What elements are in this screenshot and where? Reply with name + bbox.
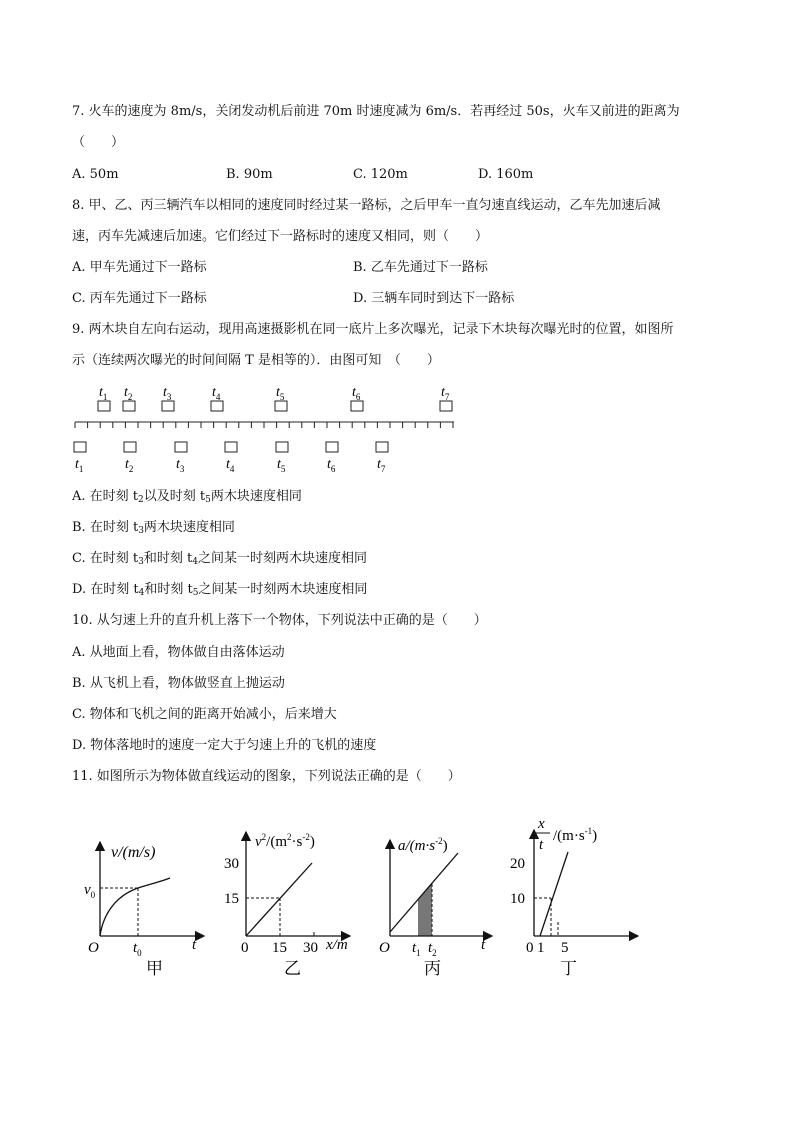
graph-ding-x1: 1 (537, 940, 545, 956)
q9-upper-block (98, 401, 110, 411)
q11-stem: 11. 如图所示为物体做直线运动的图象，下列说法正确的是（ ） (72, 769, 461, 784)
graph-ding-x0: 0 (526, 940, 534, 956)
q10-option-a[interactable]: A. 从地面上看，物体做自由落体运动 (72, 645, 285, 660)
graph-yi-y15: 15 (224, 891, 239, 907)
graph-ding-line (540, 852, 568, 936)
graph-ding-x5: 5 (561, 940, 569, 956)
graph-bing-caption: 丙 (424, 959, 441, 978)
graph-ding-y20: 20 (510, 856, 525, 872)
graph-yi-line (246, 863, 312, 936)
graph-jia-v0: $v_0$ (84, 882, 96, 900)
q9-lower-block (124, 442, 136, 452)
q10-stem: 10. 从匀速上升的直升机上落下一个物体，下列说法中正确的是（ ） (72, 613, 487, 628)
graph-yi-caption: 乙 (284, 959, 301, 978)
graph-ding-frac-num: x (538, 816, 545, 832)
graph-bing-t2: $t_2$ (428, 940, 437, 958)
q7-option-b[interactable]: B. 90m (226, 167, 273, 182)
graph-yi-ylabel: $v^2/(m^2\cdot s^{-2})$ (255, 832, 315, 850)
q9-exposure-figure (66, 380, 466, 480)
q7-option-d[interactable]: D. 160m (478, 167, 534, 182)
q9-upper-block (211, 401, 223, 411)
graph-ding-caption: 丁 (560, 959, 577, 978)
graph-bing-xaxis: t (481, 937, 486, 953)
q9-lower-block (74, 442, 86, 452)
graph-yi-origin: 0 (241, 940, 249, 956)
q11-graphs-figure (0, 810, 794, 1000)
q7-option-a[interactable]: A. 50m (72, 167, 119, 182)
graph-jia-xaxis: t (192, 937, 197, 953)
q9-lower-block (175, 442, 187, 452)
graph-yi-x30: 30 (303, 940, 318, 956)
graph-bing-origin: O (379, 940, 390, 956)
graph-ding-unit: $/(m\cdot s^{-1})$ (553, 826, 598, 844)
q8-option-c[interactable]: C. 丙车先通过下一路标 (72, 291, 207, 306)
graph-bing-ylabel: $a/(m\cdot s^{-2})$ (398, 836, 448, 854)
q9-upper-label: $t_3$ (163, 385, 172, 402)
q9-upper-label: $t_6$ (352, 385, 361, 402)
q10-option-c[interactable]: C. 物体和飞机之间的距离开始减小，后来增大 (72, 707, 337, 722)
graph-jia-origin: O (88, 940, 99, 956)
q8-stem-line2: 速，丙车先减速后加速。它们经过下一路标时的速度又相同，则（ ） (72, 229, 489, 244)
graph-bing-t1: $t_1$ (412, 940, 421, 958)
graph-yi-xaxis: x/m (326, 937, 348, 953)
q8-option-b[interactable]: B. 乙车先通过下一路标 (353, 260, 488, 275)
q9-upper-block (162, 401, 174, 411)
q9-upper-label: $t_1$ (99, 385, 108, 402)
graph-jia-curve (100, 878, 170, 936)
graph-ding (510, 816, 638, 978)
q9-lower-block (276, 442, 288, 452)
q9-lower-label: $t_7$ (377, 457, 386, 474)
q9-option-c[interactable]: C. 在时刻 $t_3$和时刻 $t_4$之间某一时刻两木块速度相同 (72, 551, 367, 567)
graph-yi-y30: 30 (224, 856, 239, 872)
q7-stem-line2: （ ） (72, 135, 125, 150)
q9-option-d[interactable]: D. 在时刻 $t_4$和时刻 $t_5$之间某一时刻两木块速度相同 (72, 582, 368, 598)
q8-stem-line1: 8. 甲、乙、丙三辆汽车以相同的速度同时经过某一路标，之后甲车一直匀速直线运动，乙车先加速后减 (72, 198, 661, 213)
q8-option-a[interactable]: A. 甲车先通过下一路标 (72, 260, 207, 275)
q7-stem-line1: 7. 火车的速度为 8m/s，关闭发动机后前进 70m 时速度减为 6m/s．若再经过 50s，火车又前进的距离为 (72, 104, 680, 119)
q9-stem-line1: 9. 两木块自左向右运动，现用高速摄影机在同一底片上多次曝光，记录下木块每次曝光时的位置，如图所 (72, 322, 674, 337)
graph-yi (224, 832, 350, 978)
q9-upper-label: $t_2$ (124, 385, 133, 402)
q9-upper-label: $t_5$ (276, 385, 285, 402)
q9-upper-label: $t_4$ (212, 385, 221, 402)
graph-bing (379, 836, 492, 978)
q9-upper-block (275, 401, 287, 411)
graph-ding-y10: 10 (510, 891, 525, 907)
q9-lower-label: $t_5$ (277, 457, 286, 474)
q8-option-d[interactable]: D. 三辆车同时到达下一路标 (353, 291, 515, 306)
q9-upper-block (351, 401, 363, 411)
graph-jia (84, 842, 204, 978)
q9-lower-label: $t_4$ (226, 457, 235, 474)
q9-upper-block (123, 401, 135, 411)
graph-jia-t0: $t_0$ (133, 940, 142, 958)
q10-option-b[interactable]: B. 从飞机上看，物体做竖直上抛运动 (72, 676, 285, 691)
graph-jia-ylabel: v/(m/s) (111, 844, 156, 861)
q9-lower-block (326, 442, 338, 452)
q9-stem-line2: 示（连续两次曝光的时间间隔 T 是相等的）．由图可知 （ ） (72, 353, 440, 368)
graph-yi-x15: 15 (272, 940, 287, 956)
q9-lower-label: $t_2$ (125, 457, 134, 474)
q9-option-a[interactable]: A. 在时刻 $t_2$以及时刻 $t_5$两木块速度相同 (72, 489, 302, 505)
q7-option-c[interactable]: C. 120m (353, 167, 408, 182)
q9-lower-block (376, 442, 388, 452)
graph-ding-frac-den: t (539, 837, 544, 853)
q9-upper-label: $t_7$ (441, 385, 450, 402)
q9-lower-label: $t_1$ (75, 457, 84, 474)
q9-option-b[interactable]: B. 在时刻 $t_3$两木块速度相同 (72, 520, 235, 536)
q9-upper-block (440, 401, 452, 411)
q9-lower-label: $t_6$ (327, 457, 336, 474)
q9-lower-block (225, 442, 237, 452)
graph-jia-caption: 甲 (146, 959, 163, 978)
q9-lower-label: $t_3$ (176, 457, 185, 474)
q10-option-d[interactable]: D. 物体落地时的速度一定大于匀速上升的飞机的速度 (72, 738, 377, 753)
